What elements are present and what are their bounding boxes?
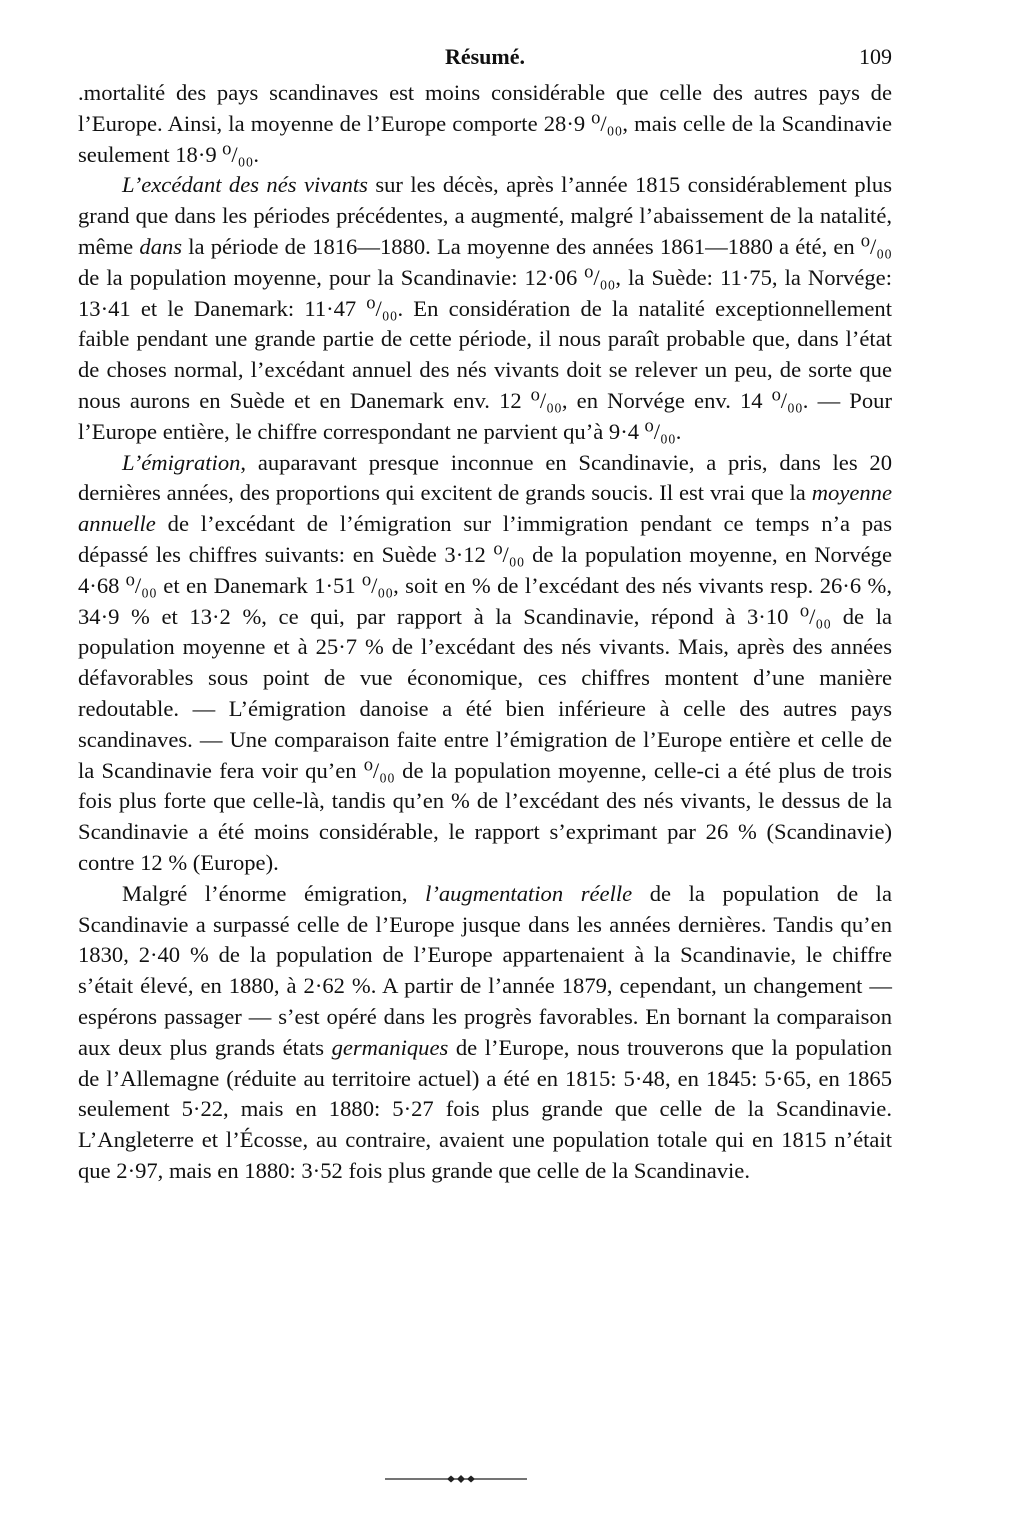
paragraph-1-text-1: .mortalité des pays scandinaves est moins considérable que celle des autres pays de l’Europe. Ainsi, la moyenne de l’Europe comporte 28·9 ⁰/₀₀, mais celle de la Scandinavie seulement 18·9 ⁰/₀₀. bbox=[78, 80, 892, 167]
paragraph-2 bbox=[78, 170, 892, 447]
paragraph-3-emphasis-1: L’émigration bbox=[122, 449, 241, 475]
paragraph-2-text-1: sur les décès, après l’année 1815 considérablement plus grand que dans les périodes précédentes, a augmenté, malgré l’abaissement de la natalité, même bbox=[78, 172, 892, 259]
paragraph-4-emphasis-2: germaniques bbox=[331, 1034, 449, 1060]
body-text bbox=[78, 78, 892, 1187]
paragraph-4-text-2: de la population de la Scandinavie a surpassé celle de l’Europe jusque dans les années dernières. Tandis qu’en 1830, 2·40 % de la population de l’Europe appartenaient à la Scandinavie, le chiffre s’était élevé, en 1880, à 2·62 %. A partir de l’année 1879, cependant, un changement — espérons passager — s’est opéré dans les progrès favorables. En bornant la comparaison aux deux plus grands états bbox=[78, 880, 892, 1060]
paragraph-4-emphasis-1: l’augmentation réelle bbox=[425, 880, 633, 906]
page-header bbox=[78, 44, 892, 78]
paragraph-4-text-1: Malgré l’énorme émigration, bbox=[122, 880, 426, 906]
paragraph-1 bbox=[78, 78, 892, 170]
paragraph-3-text-1: , auparavant presque inconnue en Scandinavie, a pris, dans les 20 dernières années, des proportions qui excitent de grands soucis. Il est vrai que la bbox=[78, 449, 892, 506]
paragraph-3 bbox=[78, 448, 892, 879]
paragraph-3-emphasis-2: moyenne annuelle bbox=[78, 480, 892, 537]
paragraph-2-emphasis-1: L’excédant des nés vivants bbox=[122, 172, 368, 198]
ornament-diamond-left bbox=[447, 1476, 455, 1483]
page-number: 109 bbox=[859, 44, 892, 69]
paragraph-3-text-2: de l’excédant de l’émigration sur l’immigration pendant ce temps n’a pas dépassé les chiffres suivants: en Suède 3·12 ⁰/₀₀ de la population moyenne, en Norvége 4·68 ⁰/₀₀ et en Danemark 1·51 ⁰/₀₀, soit en % de l’excédant des nés vivants resp. 26·6 %, 34·9 % et 13·2 %, ce qui, par rapport à la Scandinavie, répond à 3·10 ⁰/₀₀ de la population moyenne et à 25·7 % de l’excédant des nés vivants. Mais, après des années défavorables sous point de vue économique, ces chiffres montent d’une manière redoutable. — L’émigration danoise a été bien inférieure à celle des autres pays scandinaves. — Une comparaison faite entre l’émigration de l’Europe entière et celle de la Scandinavie fera voir qu’en ⁰/₀₀ de la population moyenne, celle-ci a été plus de trois fois plus forte que celle-là, tandis qu’en % de l’excédant des nés vivants, le dessus de la Scandinavie a été moins considérable, le rapport s’exprimant par 26 % (Scandinavie) contre 12 % (Europe). bbox=[78, 511, 892, 875]
paragraph-4 bbox=[78, 879, 892, 1187]
end-ornament bbox=[385, 1472, 527, 1486]
page bbox=[78, 44, 892, 1187]
ornament-diamond-right bbox=[467, 1476, 475, 1483]
paragraph-2-emphasis-2: dans bbox=[139, 233, 183, 259]
ornament-diamond-center bbox=[457, 1475, 465, 1483]
paragraph-4-text-3: de l’Europe, nous trouverons que la population de l’Allemagne (réduite au territoire actuel) a été en 1815: 5·48, en 1845: 5·65, en 1865 seulement 5·22, mais en 1880: 5·27 fois plus grande que celle de la Scandinavie. L’Angleterre et l’Écosse, au contraire, avaient une population totale qui en 1815 n’était que 2·97, mais en 1880: 3·52 fois plus grande que celle de la Scandinavie. bbox=[78, 1034, 892, 1183]
paragraph-2-text-2: la période de 1816—1880. La moyenne des années 1861—1880 a été, en ⁰/₀₀ de la population moyenne, pour la Scandinavie: 12·06 ⁰/₀₀, la Suède: 11·75, la Norvége: 13·41 et le Danemark: 11·47 ⁰/₀₀. En considération de la natalité exceptionnellement faible pendant une grande partie de cette période, il nous paraît probable que, dans l’état de choses normal, l’excédant annuel des nés vivants doit se relever un peu, de sorte que nous aurons en Suède et en Danemark env. 12 ⁰/₀₀, en Norvége env. 14 ⁰/₀₀. — Pour l’Europe entière, le chiffre correspondant ne parvient qu’à 9·4 ⁰/₀₀. bbox=[78, 233, 892, 444]
running-title: Résumé. bbox=[444, 44, 526, 69]
